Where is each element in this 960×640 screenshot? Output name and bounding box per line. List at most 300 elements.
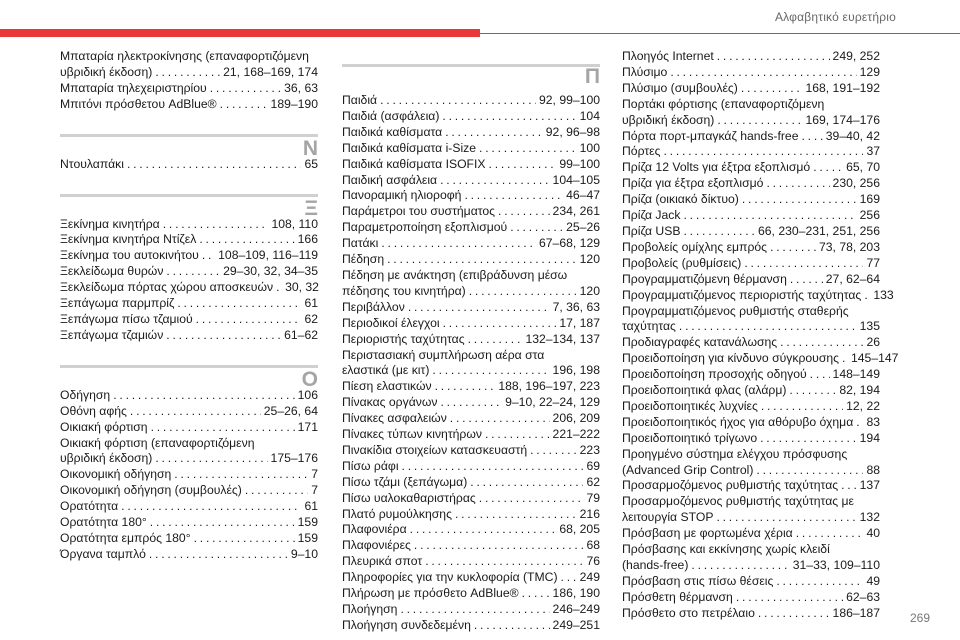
- index-entry-term: Μπαταρία τηλεχειριστηρίου: [60, 80, 207, 95]
- index-entry-pages: 189–190: [270, 96, 318, 111]
- index-entry-line: [622, 240, 880, 256]
- dot-leader: [796, 526, 864, 542]
- index-entry: [622, 526, 880, 542]
- index-entry: [342, 522, 600, 538]
- index-entry: [622, 304, 880, 336]
- index-entry-term: Οδήγηση: [60, 387, 111, 402]
- index-entry-term: Πλευρικά σποτ: [342, 554, 423, 569]
- index-entry-term: Παράμετροι του συστήματος: [342, 204, 496, 219]
- dot-leader: [741, 81, 803, 97]
- index-entry-pages: 9–10, 22–24, 129: [505, 395, 600, 410]
- index-entry-pages: 62: [586, 474, 600, 489]
- index-entry-line: [60, 157, 318, 173]
- index-entry-line: [342, 252, 600, 268]
- index-entry: [342, 411, 600, 427]
- section-letter: Ξ: [304, 196, 318, 220]
- index-entry-term: Περιοδικοί έλεγχοι: [342, 315, 440, 330]
- dot-leader: [469, 284, 577, 300]
- index-entry: [622, 478, 880, 494]
- index-entry-pages: 49: [866, 573, 880, 588]
- index-entry: [342, 93, 600, 109]
- index-entry-pages: 99–100: [559, 156, 600, 171]
- dot-leader: [245, 483, 308, 499]
- dot-leader: [776, 574, 863, 590]
- index-entry-pages: 25–26: [566, 220, 600, 235]
- dot-leader: [440, 173, 549, 189]
- index-entry-term: Ξεκλείδωμα πόρτας χώρου αποσκευών: [60, 280, 274, 295]
- index-entry-term: Προειδοποιητικές λυχνίες: [622, 398, 758, 413]
- index-entry: [60, 483, 318, 499]
- index-entry-term: Προγραμματιζόμενη θέρμανση: [622, 271, 787, 286]
- index-entry: [60, 328, 318, 344]
- index-entry-line: [622, 383, 880, 399]
- index-entry-pages: 92, 96–98: [545, 124, 600, 139]
- index-entry-term: Ξεκίνημα του αυτοκινήτου: [60, 248, 199, 263]
- dot-leader: [479, 141, 577, 157]
- index-entry-term: Πρόσθετο στο πετρέλαιο: [622, 605, 755, 620]
- index-entry-line: [622, 463, 880, 479]
- index-entry: [622, 606, 880, 622]
- dot-leader: [717, 113, 802, 129]
- index-entry: [60, 232, 318, 248]
- index-entry-line: [342, 427, 600, 443]
- index-entry-term: υβριδική έκδοση): [60, 451, 153, 466]
- dot-leader: [522, 586, 550, 602]
- index-entry-pages: 169: [859, 192, 880, 207]
- index-entry-pages: 39–40, 42: [825, 128, 880, 143]
- index-entry: [342, 188, 600, 204]
- dot-leader: [736, 590, 843, 606]
- index-entry-line: [342, 300, 600, 316]
- index-entry-pages: 46–47: [566, 188, 600, 203]
- dot-leader: [717, 49, 830, 65]
- index-entry-pages: 68, 205: [559, 522, 600, 537]
- index-entry-term: Παιδικά καθίσματα ISOFIX: [342, 156, 486, 171]
- index-entry: [60, 81, 318, 97]
- index-entry-line: [622, 208, 880, 224]
- index-entry-pages: 106: [297, 387, 318, 402]
- index-entry: [342, 252, 600, 268]
- index-entry-pages: 246–249: [552, 602, 600, 616]
- index-entry-line: [342, 188, 600, 204]
- index-entry: [342, 427, 600, 443]
- index-entry-line: [622, 144, 880, 160]
- dot-leader: [387, 252, 577, 268]
- index-entry-pages: 12, 22: [846, 398, 880, 413]
- index-entry-line: [342, 332, 600, 348]
- index-column-1: [60, 49, 318, 563]
- index-entry-pages: 82, 194: [839, 383, 880, 398]
- index-entry-pages: 129: [859, 64, 880, 79]
- dot-leader: [151, 420, 295, 436]
- index-entry-term: Περιβάλλον: [342, 299, 405, 314]
- dot-leader: [202, 248, 215, 264]
- section-rule: [60, 365, 318, 368]
- index-entry-term: Προγραμματιζόμενος περιοριστής ταχύτητας: [622, 287, 862, 302]
- index-entry-pages: 68: [586, 538, 600, 553]
- index-entry-line: [622, 113, 880, 129]
- index-entry-pages: 26: [866, 335, 880, 350]
- dot-leader: [410, 522, 557, 538]
- index-entry-term: Πόρτες: [622, 144, 661, 159]
- index-entry: [622, 208, 880, 224]
- index-entry-term: Προειδοποίηση προσοχής οδηγού: [622, 367, 807, 382]
- index-entry: [622, 287, 894, 304]
- index-entry-term: (hands-free): [622, 558, 689, 572]
- index-entry-term: Πλύσιμο (συμβουλές): [622, 80, 738, 95]
- index-entry-line: [622, 256, 880, 272]
- dot-leader: [498, 204, 550, 220]
- index-entry-line: [622, 351, 899, 367]
- index-entry: [60, 467, 318, 483]
- index-entry-term: Πρόσθετη θέρμανση: [622, 589, 733, 604]
- index-entry: [622, 240, 880, 256]
- index-entry-term: πέδησης του κινητήρα): [342, 283, 466, 298]
- index-entry-pages: 234, 261: [552, 204, 600, 219]
- index-entry: [342, 316, 600, 332]
- dot-leader: [464, 188, 563, 204]
- index-entry-term: Πρόσβαση στις πίσω θέσεις: [622, 573, 774, 588]
- index-entry-line: [60, 467, 318, 483]
- index-entry-term: Οθόνη αφής: [60, 403, 127, 418]
- index-entry-term: Πλατό ρυμούλκησης: [342, 506, 452, 521]
- index-entry: [622, 224, 880, 240]
- index-entry-term: Ορατότητα 180°: [60, 515, 147, 530]
- index-entry-pages: 83: [866, 414, 880, 429]
- index-entry-line: [622, 287, 894, 304]
- index-entry-line: [342, 316, 600, 332]
- index-entry: [622, 65, 880, 81]
- index-entry-term: Προσαρμοζόμενος ρυθμιστής ταχύτητας με: [622, 494, 854, 509]
- index-entry: [60, 547, 318, 563]
- index-entry-line: [342, 507, 600, 523]
- index-entry-line: [342, 475, 600, 491]
- dot-leader: [679, 319, 857, 335]
- dot-leader: [442, 109, 576, 125]
- index-entry-line: [342, 618, 600, 634]
- index-entry-term: Οικιακή φόρτιση: [60, 419, 148, 434]
- index-entry-pages: 65: [304, 156, 318, 171]
- index-entry-line: [342, 93, 600, 109]
- index-entry-line: [622, 49, 880, 65]
- index-entry-line: [622, 335, 880, 351]
- index-entry-pages: 169, 174–176: [805, 112, 880, 127]
- index-entry-pages: 88: [866, 462, 880, 477]
- index-entry-term: Πρίζα για έξτρα εξοπλισμό: [622, 176, 764, 191]
- index-entry-line: [342, 204, 600, 220]
- index-entry: [622, 494, 880, 526]
- dot-leader: [408, 300, 550, 316]
- index-entry-term: υβριδική έκδοση): [622, 112, 715, 127]
- index-entry: [60, 217, 318, 233]
- index-entry-pages: 21, 168–169, 174: [223, 64, 318, 79]
- index-entry-line: [342, 284, 600, 300]
- dot-leader: [199, 232, 294, 248]
- index-entry: [60, 420, 318, 436]
- index-entry-line: [60, 531, 318, 547]
- index-entry-pages: 223: [579, 442, 600, 457]
- index-entry: [622, 367, 880, 383]
- index-entry: [342, 236, 600, 252]
- index-entry-pages: 104–105: [552, 172, 600, 187]
- index-entry-term: Ορατότητα: [60, 499, 119, 514]
- index-entry: [622, 81, 880, 97]
- dot-leader: [150, 515, 295, 531]
- header-accent-line: [480, 33, 960, 34]
- index-entry-term: Πρίζα USB: [622, 223, 681, 238]
- index-entry: [342, 109, 600, 125]
- index-entry: [622, 415, 880, 431]
- index-entry-line: [622, 478, 880, 494]
- index-entry-pages: 256: [859, 208, 880, 223]
- index-entry-term: Πλοηγός Internet: [622, 49, 714, 63]
- index-entry: [342, 220, 600, 236]
- dot-leader: [744, 256, 863, 272]
- dot-leader: [163, 217, 269, 233]
- index-entry: [342, 268, 600, 300]
- index-entry-pages: 108–109, 116–119: [218, 248, 318, 263]
- index-entry-pages: 186–187: [832, 605, 880, 620]
- section-rule: [342, 64, 600, 67]
- index-entry-term: Όργανα ταμπλό: [60, 546, 146, 561]
- index-entry: [60, 97, 318, 113]
- dot-leader: [149, 547, 288, 563]
- index-entry-term: Προειδοποιητικά φλας (αλάρμ): [622, 383, 787, 398]
- index-entry: [622, 383, 880, 399]
- index-entry-term: Πρόσβαση με φορτωμένα χέρια: [622, 526, 793, 541]
- dot-leader: [670, 65, 856, 81]
- index-entry-term: Παιδιά: [342, 93, 378, 107]
- dot-leader: [402, 459, 584, 475]
- index-entry-term: Πατάκι: [342, 236, 379, 251]
- index-entry: [342, 586, 600, 602]
- dot-leader: [716, 510, 856, 526]
- index-entry-term: Πέδηση με ανάκτηση (επιβράδυνση μέσω: [342, 267, 568, 282]
- index-entry-line: [60, 404, 318, 420]
- index-entry: [622, 431, 880, 447]
- dot-leader: [756, 463, 863, 479]
- index-entry: [622, 97, 880, 129]
- dot-leader: [121, 499, 301, 515]
- index-entry-term: Πλήρωση με πρόσθετο AdBlue®: [342, 586, 519, 601]
- index-entry-pages: 249, 252: [832, 49, 880, 63]
- index-entry-line: [60, 232, 318, 248]
- index-entry-term: Προγραμματιζόμενος ρυθμιστής σταθερής: [622, 303, 849, 318]
- dot-leader: [485, 427, 550, 443]
- page-header-title: Αλφαβητικό ευρετήριο: [774, 10, 896, 24]
- index-entry-term: Ξεπάγωμα πίσω τζαμιού: [60, 311, 193, 326]
- index-entry: [60, 515, 318, 531]
- index-entry-pages: 206, 209: [552, 411, 600, 426]
- index-entry: [622, 160, 880, 176]
- index-entry: [342, 475, 600, 491]
- dot-leader: [113, 388, 294, 404]
- index-entry-pages: 249–251: [552, 617, 600, 632]
- index-entry-pages: 29–30, 32, 34–35: [223, 264, 318, 279]
- index-entry-pages: 61: [304, 296, 318, 311]
- index-entry: [60, 312, 318, 328]
- index-entry-term: Περιοριστής ταχύτητας: [342, 331, 465, 346]
- index-entry-term: Προειδοποιητικός ήχος για αθόρυβο όχημα: [622, 414, 854, 429]
- index-entry-term: Προσαρμοζόμενος ρυθμιστής ταχύτητας: [622, 478, 839, 493]
- index-entry-line: [622, 510, 880, 526]
- index-entry-pages: 175–176: [270, 451, 318, 466]
- index-entry-pages: 171: [297, 419, 318, 434]
- dot-leader: [789, 383, 836, 399]
- dot-leader: [684, 224, 756, 240]
- index-entry-term: Ξεκίνημα κινητήρα Ντίζελ: [60, 232, 197, 247]
- index-entry: [622, 49, 880, 65]
- index-entry-line: [60, 248, 318, 264]
- index-entry: [622, 590, 880, 606]
- index-entry: [622, 574, 880, 590]
- index-entry-term: Οικιακή φόρτιση (επαναφορτιζόμενη: [60, 435, 255, 450]
- index-entry-term: Οικονομική οδήγηση: [60, 467, 172, 482]
- index-entry: [60, 531, 318, 547]
- index-entry: [342, 204, 600, 220]
- index-entry-pages: 73, 78, 203: [819, 239, 880, 254]
- index-entry-pages: 17, 187: [559, 315, 600, 330]
- index-entry-term: Ντουλαπάκι: [60, 156, 124, 171]
- dot-leader: [380, 93, 536, 109]
- index-entry-line: [342, 538, 600, 554]
- index-entry-pages: 135: [859, 319, 880, 334]
- index-entry-line: [342, 459, 600, 475]
- index-entry-term: Οικονομική οδήγηση (συμβουλές): [60, 483, 242, 498]
- index-entry: [342, 348, 600, 380]
- dot-leader: [432, 363, 549, 379]
- index-entry-line: [60, 388, 318, 404]
- index-entry: [622, 542, 880, 574]
- index-entry-pages: 194: [859, 430, 880, 445]
- dot-leader: [530, 443, 577, 459]
- index-entry-pages: 31–33, 109–110: [792, 558, 880, 572]
- dot-leader: [780, 335, 863, 351]
- index-entry-line: [342, 109, 600, 125]
- dot-leader: [842, 351, 848, 367]
- dot-leader: [276, 280, 282, 296]
- index-entry-pages: 108, 110: [271, 216, 318, 231]
- index-entry-pages: 27, 62–64: [825, 271, 880, 286]
- dot-leader: [760, 431, 857, 447]
- index-entry-term: Παιδικά καθίσματα i-Size: [342, 140, 477, 155]
- index-entry-term: Πίνακας οργάνων: [342, 395, 438, 410]
- dot-leader: [155, 451, 267, 467]
- index-entry-term: Πέδηση: [342, 252, 385, 267]
- index-entry-term: (Advanced Grip Control): [622, 462, 754, 477]
- index-entry-term: Πρίζα (οικιακό δίκτυο): [622, 192, 739, 207]
- dot-leader: [766, 176, 829, 192]
- index-entry-line: [622, 224, 880, 240]
- index-entry-term: Πλοήγηση συνδεδεμένη: [342, 617, 471, 632]
- index-entry-pages: 120: [579, 252, 600, 267]
- dot-leader: [742, 192, 857, 208]
- index-entry-pages: 69: [586, 458, 600, 473]
- index-entry: [342, 602, 600, 618]
- index-entry-line: [622, 65, 880, 81]
- index-entry-line: [60, 296, 318, 312]
- index-entry-line: [622, 558, 880, 574]
- index-entry-line: [60, 312, 318, 328]
- index-entry-pages: 168, 191–192: [805, 80, 880, 95]
- index-entry-pages: 7: [311, 483, 318, 498]
- index-entry-line: [60, 328, 318, 344]
- index-entry-line: [342, 220, 600, 236]
- index-entry-term: Πρίζα Jack: [622, 208, 681, 223]
- dot-leader: [864, 288, 870, 304]
- index-entry-line: [342, 522, 600, 538]
- index-entry-pages: 37: [866, 144, 880, 159]
- index-entry-line: [622, 590, 880, 606]
- index-entry-pages: 196, 198: [552, 363, 600, 378]
- index-entry-line: [60, 97, 318, 113]
- index-entry-line: [342, 443, 600, 459]
- index-entry-term: ελαστικά (με κιτ): [342, 363, 430, 378]
- index-entry-term: Περιστασιακή συμπλήρωση αέρα στα: [342, 347, 545, 362]
- dot-leader: [561, 570, 577, 586]
- index-entry-term: Πληροφορίες για την κυκλοφορία (TMC): [342, 570, 558, 585]
- index-entry-pages: 145–147: [851, 351, 899, 366]
- index-entry-pages: 79: [586, 490, 600, 505]
- dot-leader: [220, 97, 268, 113]
- index-entry: [622, 351, 899, 367]
- section-letter: Π: [584, 65, 600, 88]
- dot-leader: [810, 367, 830, 383]
- index-entry-pages: 62: [304, 311, 318, 326]
- index-entry: [342, 507, 600, 523]
- index-entry-term: Πανοραμική ηλιοροφή: [342, 188, 462, 203]
- dot-leader: [194, 531, 295, 547]
- index-entry-pages: 100: [579, 140, 600, 155]
- index-entry-pages: 148–149: [832, 367, 880, 382]
- index-entry-line: [60, 264, 318, 280]
- index-entry-pages: 120: [579, 283, 600, 298]
- index-entry: [342, 141, 600, 157]
- dot-leader: [663, 144, 863, 160]
- index-entry-pages: 25–26, 64: [263, 403, 318, 418]
- index-entry-line: [342, 586, 600, 602]
- dot-leader: [196, 312, 302, 328]
- section-letter: Ν: [302, 136, 318, 160]
- index-entry-term: Πορτάκι φόρτισης (επαναφορτιζόμενη: [622, 96, 825, 111]
- index-entry-term: Προβολείς ομίχλης εμπρός: [622, 239, 768, 254]
- index-entry-line: [60, 81, 318, 97]
- index-entry-term: λειτουργία STOP: [622, 510, 714, 525]
- index-entry-pages: 62–63: [846, 589, 880, 604]
- section-rule: [60, 194, 318, 197]
- index-entry-pages: 7, 36, 63: [552, 299, 600, 314]
- index-entry-pages: 9–10: [290, 546, 318, 561]
- index-entry-line: [342, 236, 600, 252]
- index-entry-line: [622, 606, 880, 622]
- index-entry-term: Παιδιά (ασφάλεια): [342, 108, 440, 123]
- index-entry-term: Πρίζα 12 Volts για έξτρα εξοπλισμό: [622, 160, 811, 175]
- index-entry-term: Μπαταρία ηλεκτροκίνησης (επαναφορτιζόμενη: [60, 49, 309, 63]
- dot-leader: [177, 296, 301, 312]
- index-entry: [622, 335, 880, 351]
- dot-leader: [761, 399, 843, 415]
- index-entry-line: [60, 65, 318, 81]
- dot-leader: [425, 554, 583, 570]
- page-number: 269: [909, 611, 930, 625]
- index-entry-term: Ξεπάγωμα τζαμιών: [60, 327, 164, 342]
- dot-leader: [130, 404, 261, 420]
- index-entry-line: [622, 81, 880, 97]
- index-entry-term: Πλύσιμο: [622, 64, 668, 79]
- dot-leader: [691, 558, 789, 574]
- index-entry-term: Προειδοποίηση για κίνδυνο σύγκρουσης: [622, 351, 839, 366]
- index-entry: [622, 399, 880, 415]
